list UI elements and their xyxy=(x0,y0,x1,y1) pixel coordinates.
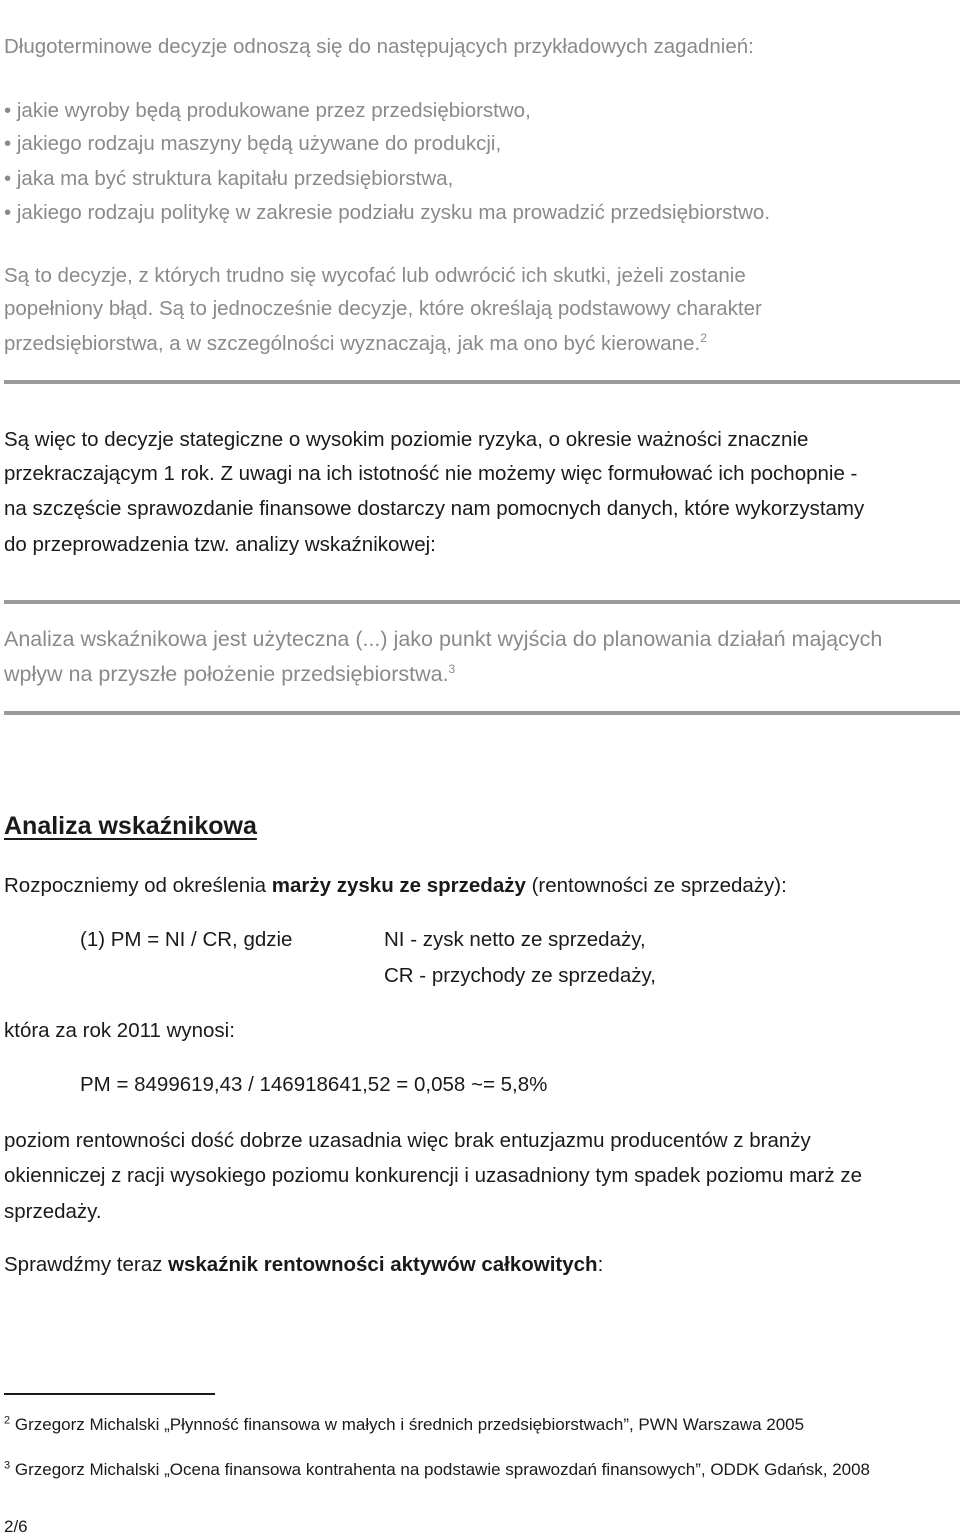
paragraph-line: przekraczającym 1 rok. Z uwagi na ich istotność nie możemy więc formułować ich pochopnie - xyxy=(4,462,858,485)
footnote-number: 3 xyxy=(4,1459,11,1472)
footnote-ref[interactable]: 3 xyxy=(448,661,456,676)
page-number: 2/6 xyxy=(4,1517,28,1536)
paragraph-line: do przeprowadzenia tzw. analizy wskaźnikowej: xyxy=(4,533,436,556)
paragraph-line: poziom rentowności dość dobrze uzasadnia więc brak entuzjazmu producentów z branży xyxy=(4,1129,811,1152)
quote-line xyxy=(4,656,455,692)
section-heading: Analiza wskaźnikowa xyxy=(4,812,257,840)
paragraph-line: sprzedaży. xyxy=(4,1200,102,1223)
footnote-text: Grzegorz Michalski „Płynność finansowa w małych i średnich przedsiębiorstwach”, PWN Warszawa 2005 xyxy=(14,1415,805,1434)
list-item: • jaka ma być struktura kapitału przedsiębiorstwa, xyxy=(4,167,454,190)
next-text: Sprawdźmy teraz xyxy=(4,1253,169,1276)
paragraph-line: na szczęście sprawozdanie finansowe dostarczy nam pomocnych danych, które wykorzystamy xyxy=(4,497,865,520)
footnote-separator xyxy=(4,1393,215,1395)
formula-label: (1) PM = NI / CR, gdzie xyxy=(80,928,293,951)
list-item: • jakiego rodzaju politykę w zakresie podziału zysku ma prowadzić przedsiębiorstwo. xyxy=(4,201,771,224)
divider xyxy=(4,711,960,715)
next-emphasis: wskaźnik rentowności aktywów całkowitych xyxy=(168,1253,598,1276)
footnote-text: Grzegorz Michalski „Ocena finansowa kontrahenta na podstawie sprawozdań finansowych”, ODDK Gdańsk, 2008 xyxy=(14,1460,871,1479)
footnote-number: 2 xyxy=(4,1414,11,1427)
list-item: • jakie wyroby będą produkowane przez przedsiębiorstwo, xyxy=(4,99,531,122)
list-item: • jakiego rodzaju maszyny będą używane do produkcji, xyxy=(4,132,502,155)
divider xyxy=(4,380,960,384)
footnote xyxy=(4,1459,870,1481)
next-text: : xyxy=(597,1253,604,1276)
calculation: PM = 8499619,43 / 146918641,52 = 0,058 ~= 5,8% xyxy=(80,1073,548,1096)
paragraph-line: Są więc to decyzje stategiczne o wysokim poziomie ryzyka, o okresie ważności znacznie xyxy=(4,428,809,451)
paragraph-text: przedsiębiorstwa, a w szczególności wyznaczają, jak ma ono być kierowane. xyxy=(4,332,701,355)
footnote xyxy=(4,1414,804,1436)
intro-text: (rentowności ze sprzedaży): xyxy=(525,874,787,897)
divider xyxy=(4,600,960,604)
section-intro xyxy=(4,868,787,904)
intro-text: Rozpoczniemy od określenia xyxy=(4,874,272,897)
formula-definition: NI - zysk netto ze sprzedaży, xyxy=(384,928,646,951)
formula-definition: CR - przychody ze sprzedaży, xyxy=(384,964,656,987)
year-text: która za rok 2011 wynosi: xyxy=(4,1019,235,1042)
quote-line: Analiza wskaźnikowa jest użyteczna (...) jako punkt wyjścia do planowania działań mających xyxy=(4,627,883,651)
paragraph-line: Są to decyzje, z których trudno się wycofać lub odwrócić ich skutki, jeżeli zostanie xyxy=(4,264,746,287)
paragraph-line: popełniony błąd. Są to jednocześnie decyzje, które określają podstawowy charakter xyxy=(4,297,762,320)
quote-text: wpływ na przyszłe położenie przedsiębiorstwa. xyxy=(4,662,449,686)
intro-lead: Długoterminowe decyzje odnoszą się do następujących przykładowych zagadnień: xyxy=(4,35,754,58)
intro-emphasis: marży zysku ze sprzedaży xyxy=(271,874,526,897)
paragraph-line: okienniczej z racji wysokiego poziomu konkurencji i uzasadniony tym spadek poziomu marż ze xyxy=(4,1164,862,1187)
footnote-ref[interactable]: 2 xyxy=(700,331,707,346)
paragraph-line xyxy=(4,326,707,362)
next-step xyxy=(4,1247,603,1283)
